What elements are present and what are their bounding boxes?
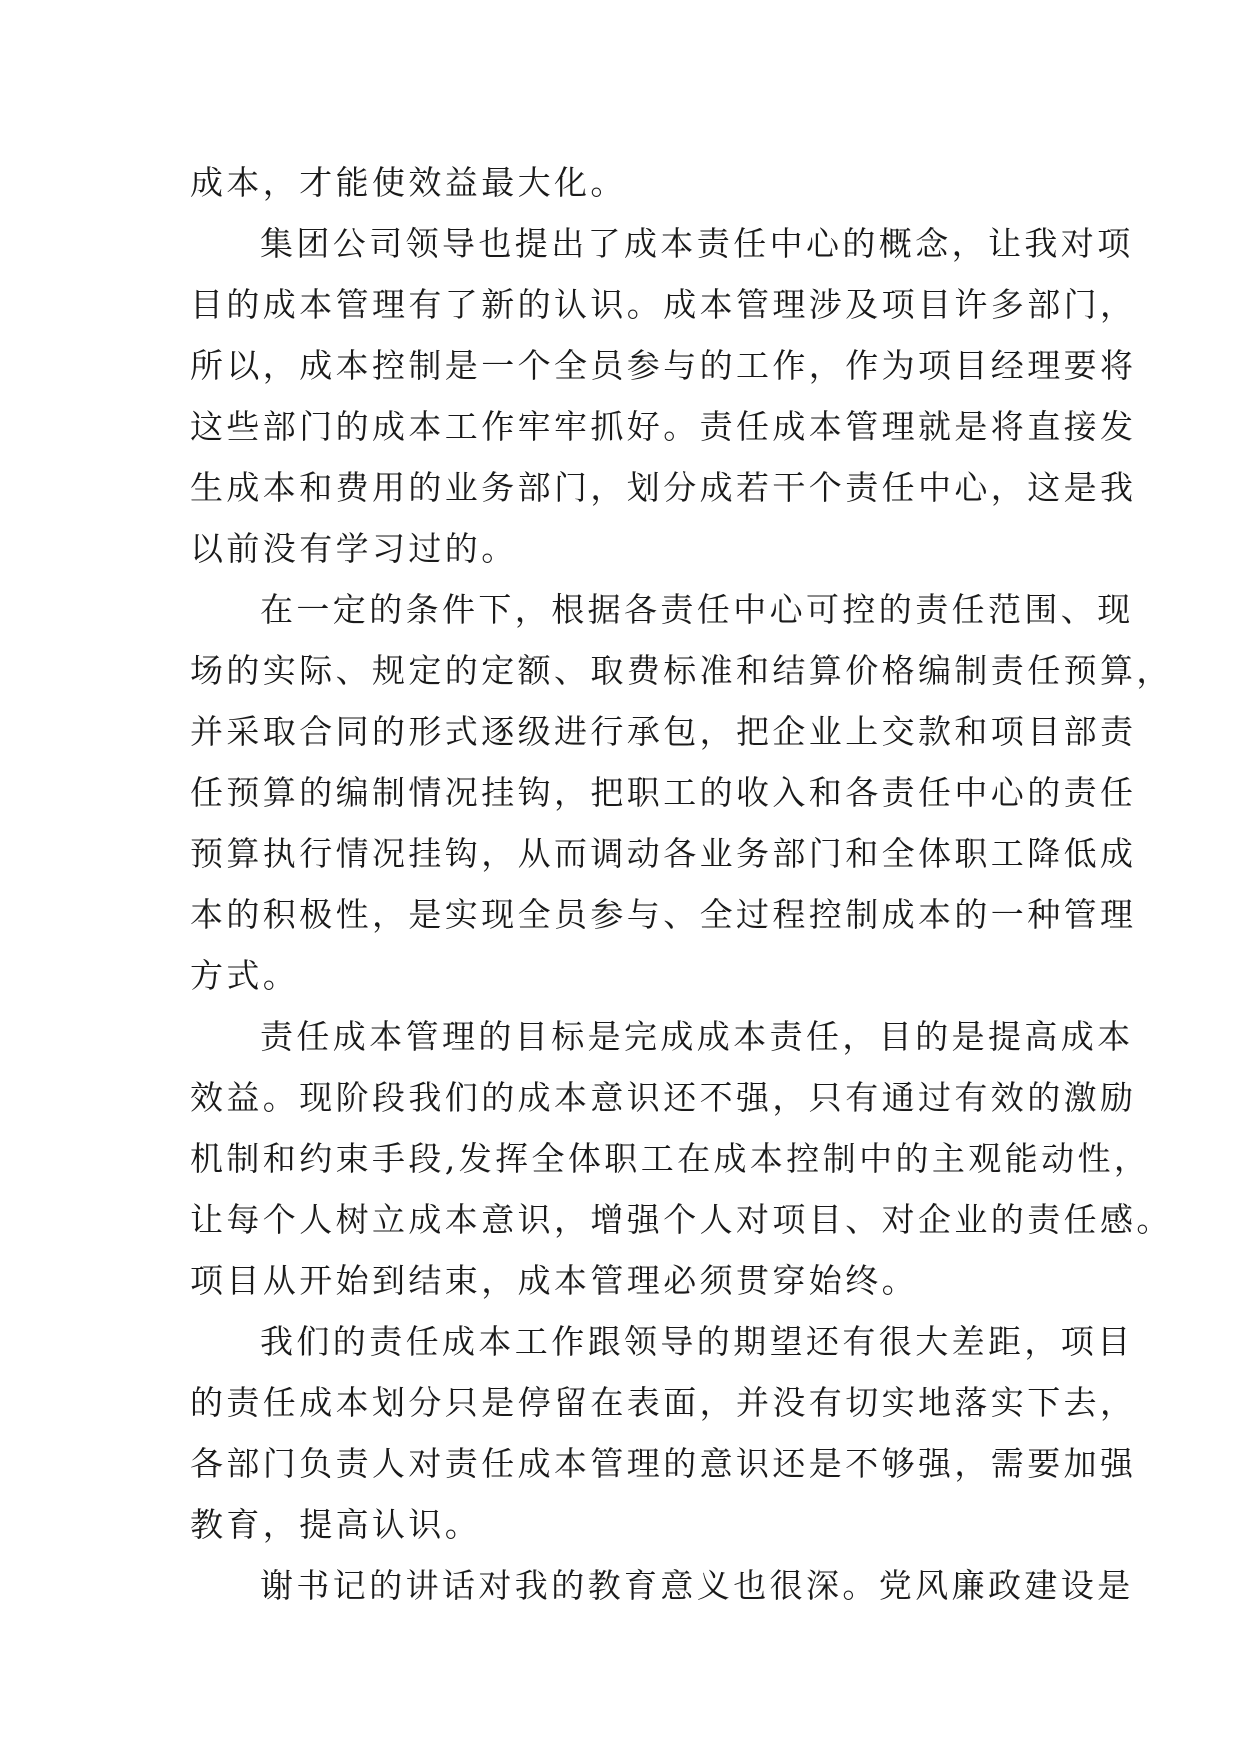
text-line: 项目从开始到结束，成本管理必须贯穿始终。 (190, 1261, 918, 1300)
text-line: 机制和约束手段,发挥全体职工在成本控制中的主观能动性， (190, 1139, 1151, 1178)
text-line: 方式。 (190, 956, 300, 995)
paragraph-first-line: 责任成本管理的目标是完成成本责任，目的是提高成本 (260, 1017, 1134, 1056)
text-line: 所以，成本控制是一个全员参与的工作，作为项目经理要将 (190, 346, 1137, 385)
text-line: 目的成本管理有了新的认识。成本管理涉及项目许多部门， (190, 285, 1137, 324)
paragraph-first-line: 在一定的条件下，根据各责任中心可控的责任范围、现 (260, 590, 1134, 629)
paragraph-first-line: 集团公司领导也提出了成本责任中心的概念，让我对项 (260, 224, 1134, 263)
text-line: 场的实际、规定的定额、取费标准和结算价格编制责任预算， (190, 651, 1173, 690)
text-line: 任预算的编制情况挂钩，把职工的收入和各责任中心的责任 (190, 773, 1137, 812)
text-line: 预算执行情况挂钩，从而调动各业务部门和全体职工降低成 (190, 834, 1137, 873)
text-line: 教育，提高认识。 (190, 1505, 482, 1544)
text-line: 生成本和费用的业务部门，划分成若干个责任中心，这是我 (190, 468, 1137, 507)
text-line: 成本，才能使效益最大化。 (190, 163, 627, 202)
text-line: 并采取合同的形式逐级进行承包，把企业上交款和项目部责 (190, 712, 1137, 751)
document-body (190, 152, 1173, 1616)
text-line: 效益。现阶段我们的成本意识还不强，只有通过有效的激励 (190, 1078, 1137, 1117)
text-line: 以前没有学习过的。 (190, 529, 518, 568)
text-line: 各部门负责人对责任成本管理的意识还是不够强，需要加强 (190, 1444, 1137, 1483)
text-line: 让每个人树立成本意识，增强个人对项目、对企业的责任感。 (190, 1200, 1173, 1239)
text-line: 本的积极性，是实现全员参与、全过程控制成本的一种管理 (190, 895, 1137, 934)
paragraph-first-line: 我们的责任成本工作跟领导的期望还有很大差距，项目 (260, 1322, 1134, 1361)
paragraph-first-line: 谢书记的讲话对我的教育意义也很深。党风廉政建设是 (260, 1566, 1134, 1605)
text-line: 这些部门的成本工作牢牢抓好。责任成本管理就是将直接发 (190, 407, 1137, 446)
text-line: 的责任成本划分只是停留在表面，并没有切实地落实下去， (190, 1383, 1137, 1422)
